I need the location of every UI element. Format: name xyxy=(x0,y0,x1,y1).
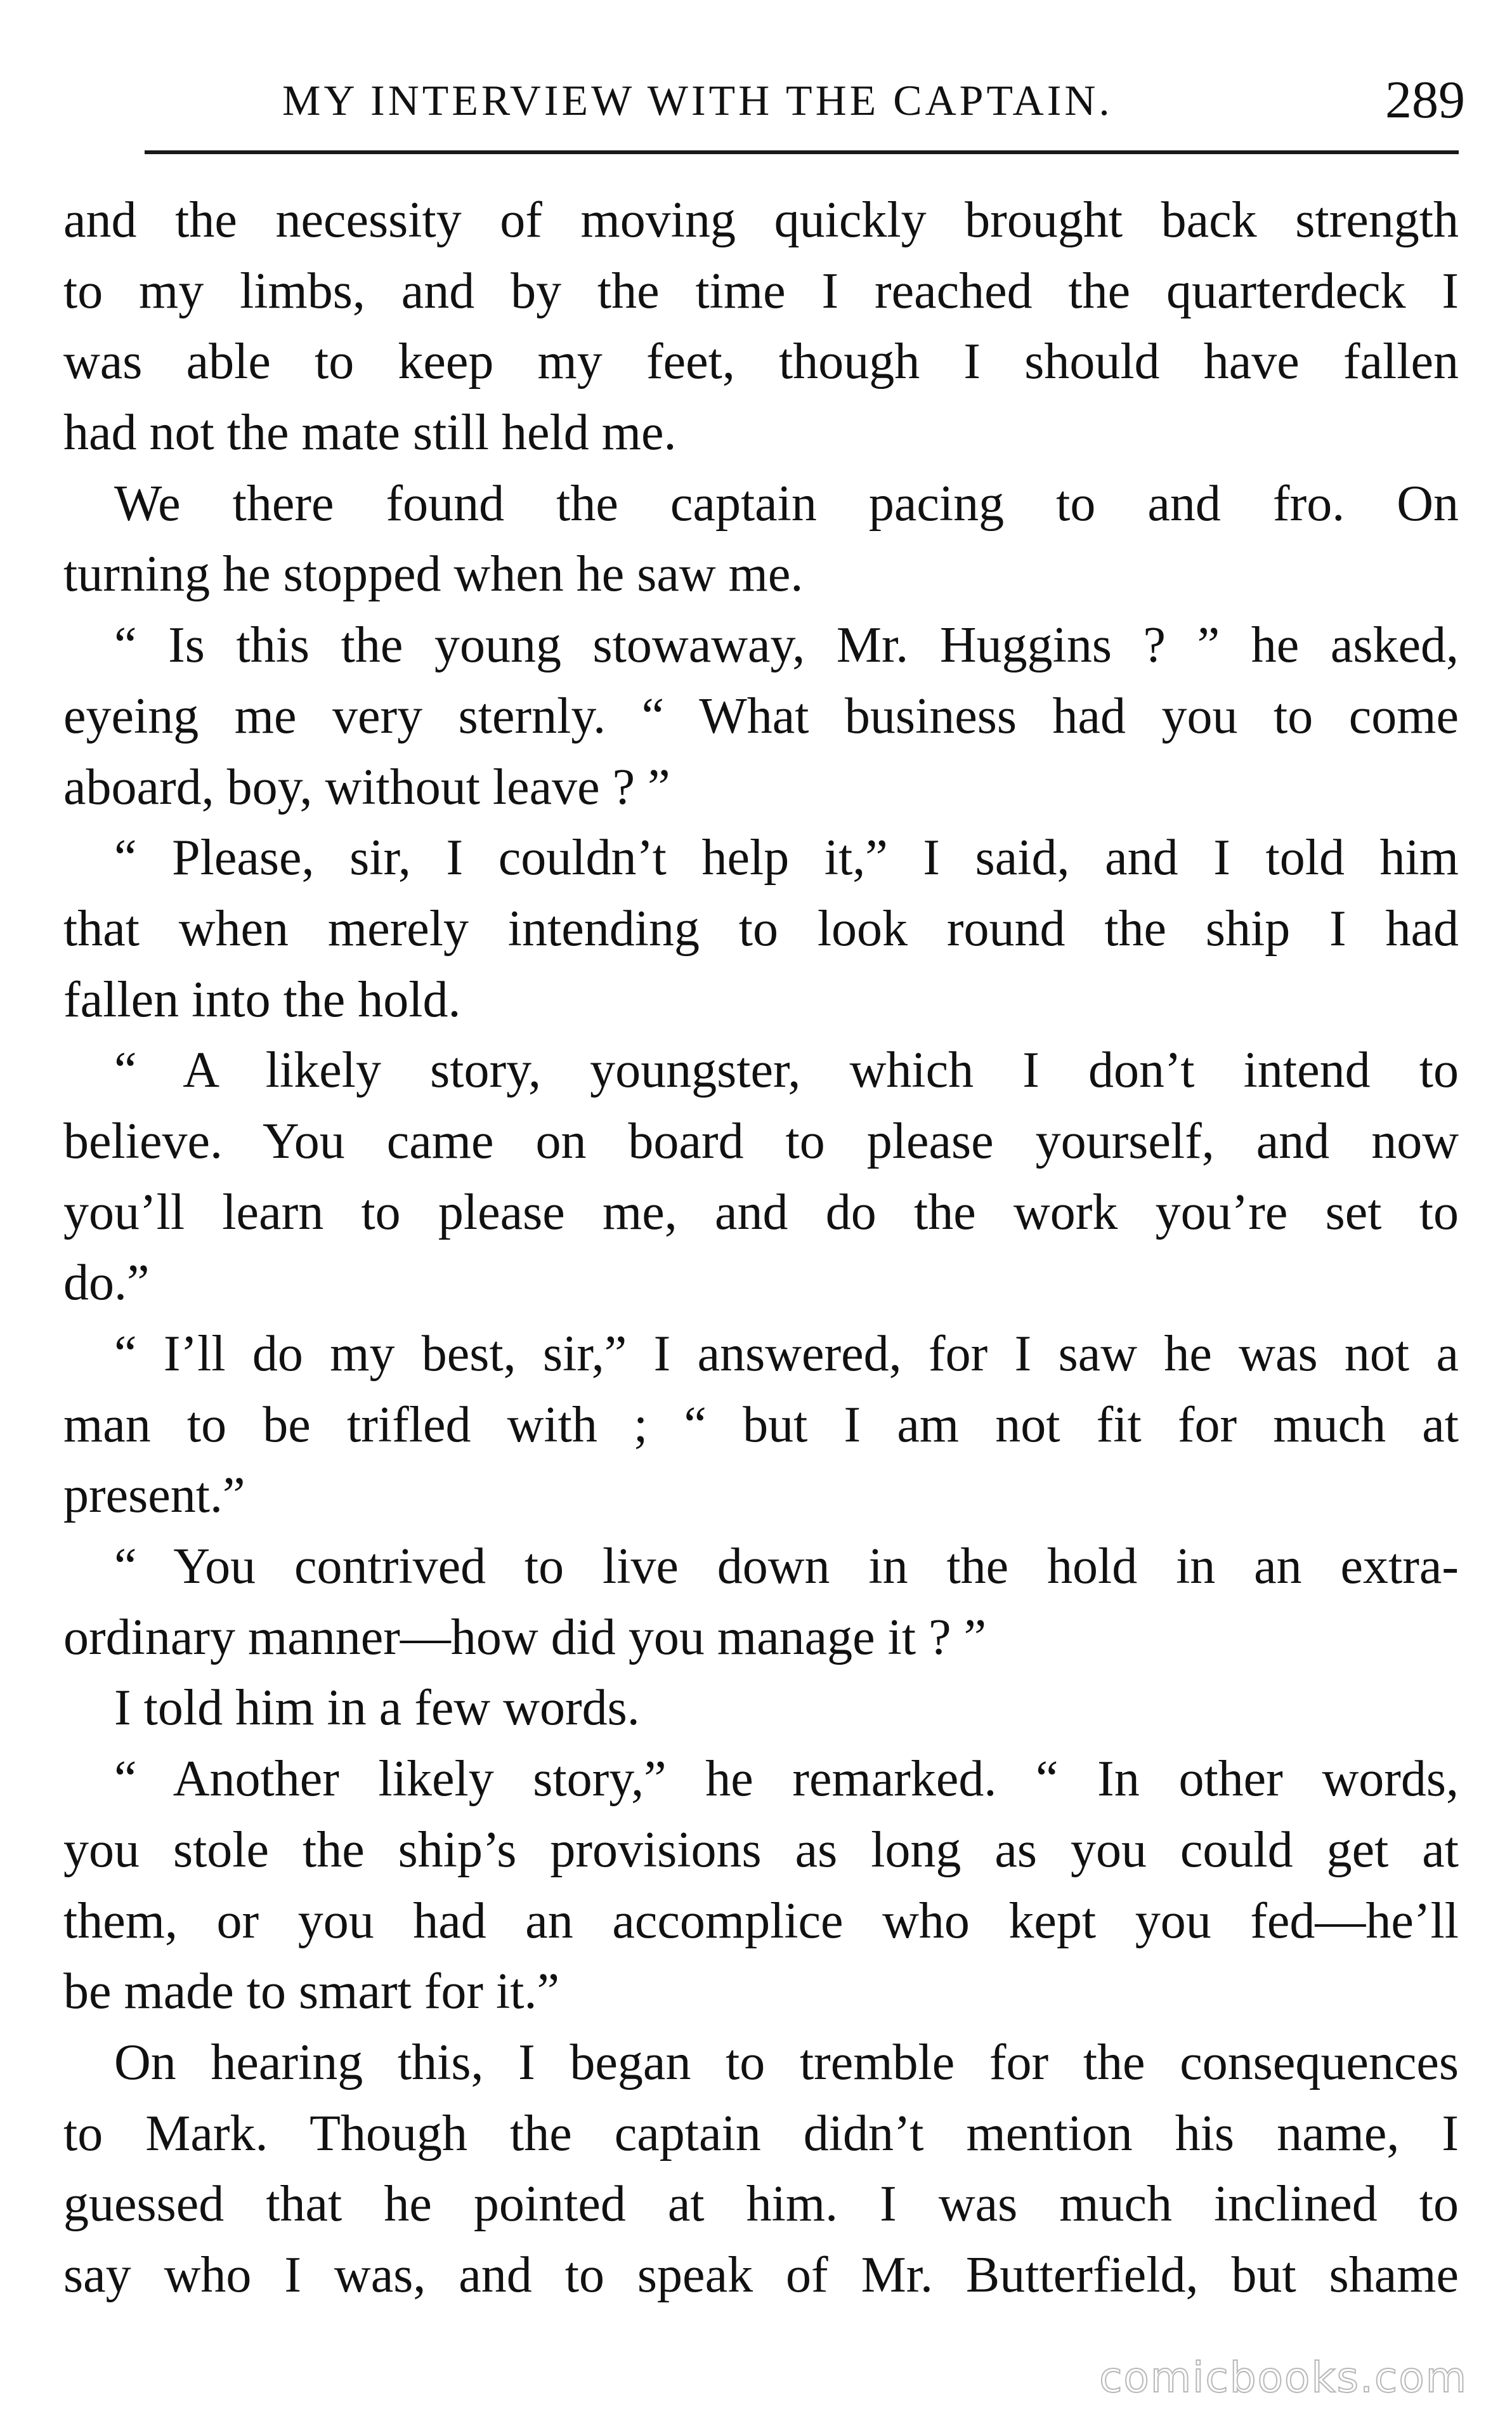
text-line: was able to keep my feet, though I should have fallen xyxy=(63,334,1459,390)
text-line: say who I was, and to speak of Mr. Butterfield, but shame xyxy=(63,2247,1459,2303)
text-line: We there found the captain pacing to and fro. On xyxy=(114,475,1459,532)
page-number: 289 xyxy=(1385,70,1465,129)
text-line: be made to smart for it.” xyxy=(63,1964,559,2020)
text-line: that when merely intending to look round the ship I had xyxy=(63,900,1459,957)
text-line: “ I’ll do my best, sir,” I answered, for I saw he was not a xyxy=(114,1326,1459,1382)
text-line: eyeing me very sternly. “ What business had you to come xyxy=(63,688,1459,744)
text-line: aboard, boy, without leave ? ” xyxy=(63,759,670,815)
body-text xyxy=(63,185,1459,2311)
running-title: MY INTERVIEW WITH THE CAPTAIN. xyxy=(282,76,1113,124)
text-line: to my limbs, and by the time I reached the quarterdeck I xyxy=(63,263,1459,319)
text-line: guessed that he pointed at him. I was much inclined to xyxy=(63,2176,1459,2233)
text-line: you’ll learn to please me, and do the work you’re set to xyxy=(63,1184,1459,1240)
text-line: you stole the ship’s provisions as long as you could get at xyxy=(63,1821,1459,1878)
text-line: had not the mate still held me. xyxy=(63,405,677,461)
running-head xyxy=(143,69,1465,132)
text-line: “ Please, sir, I couldn’t help it,” I said, and I told him xyxy=(114,830,1459,886)
text-line: present.” xyxy=(63,1467,245,1524)
text-line: On hearing this, I began to tremble for the consequences xyxy=(114,2034,1459,2090)
text-line: believe. You came on board to please yourself, and now xyxy=(63,1113,1459,1169)
text-line: fallen into the hold. xyxy=(63,971,461,1028)
text-line: “ Is this the young stowaway, Mr. Huggins ? ” he asked, xyxy=(114,617,1459,674)
text-line: turning he stopped when he saw me. xyxy=(63,546,804,603)
text-line: to Mark. Though the captain didn’t mention his name, I xyxy=(63,2105,1459,2162)
text-line: “ Another likely story,” he remarked. “ In other words, xyxy=(114,1751,1459,1808)
text-line: them, or you had an accomplice who kept you fed—he’ll xyxy=(63,1893,1459,1949)
text-line: “ You contrived to live down in the hold in an extra- xyxy=(114,1539,1459,1595)
header-rule xyxy=(145,150,1459,154)
watermark: comicbooks.com xyxy=(1099,2353,1468,2402)
text-line: man to be trifled with ; “ but I am not fit for much at xyxy=(63,1396,1459,1453)
text-line: and the necessity of moving quickly brought back strength xyxy=(63,192,1459,248)
text-line: do.” xyxy=(63,1255,150,1311)
text-line: ordinary manner—how did you manage it ? ” xyxy=(63,1609,987,1665)
text-line: “ A likely story, youngster, which I don’t intend to xyxy=(114,1042,1459,1099)
text-line: I told him in a few words. xyxy=(114,1680,640,1736)
